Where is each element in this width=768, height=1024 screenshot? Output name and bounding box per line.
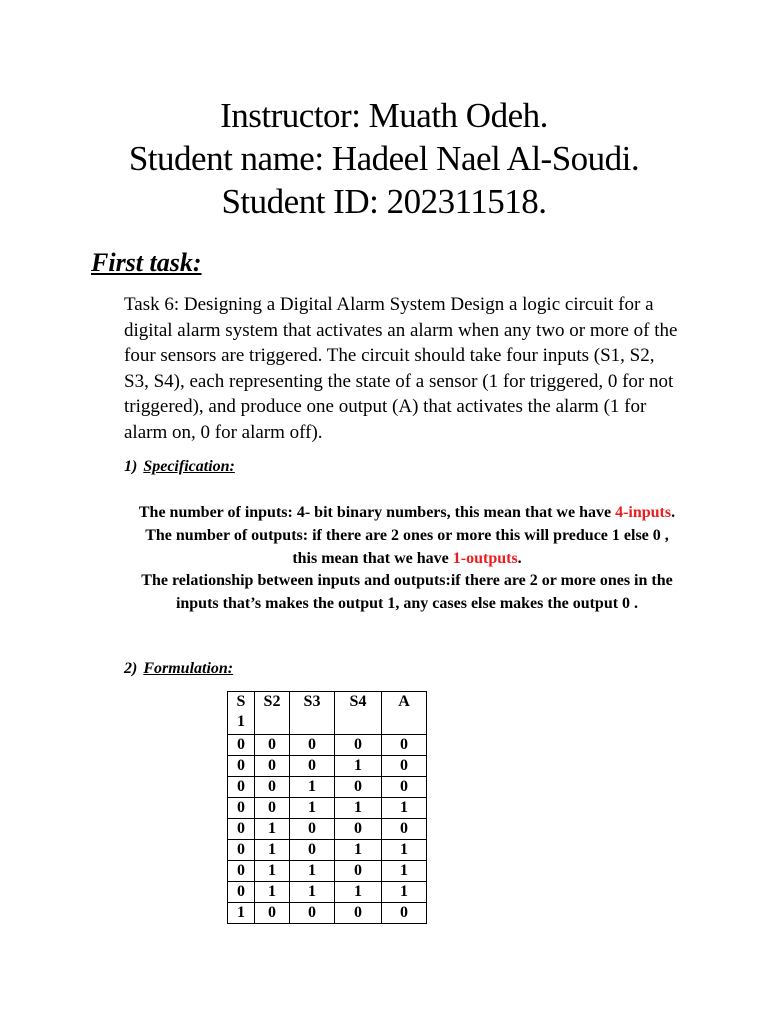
table-cell: 1 bbox=[335, 798, 382, 819]
table-cell: 0 bbox=[228, 882, 255, 903]
table-cell: 1 bbox=[382, 798, 427, 819]
table-cell: 0 bbox=[255, 903, 290, 924]
table-cell: 0 bbox=[382, 819, 427, 840]
header-s1-line2: 1 bbox=[237, 713, 245, 730]
relationship-statement: The relationship between inputs and outputs:if there are 2 or more ones in the inputs that’s makes the output 1, any cases else makes the output 0 . bbox=[141, 572, 673, 613]
table-row bbox=[228, 840, 427, 861]
formulation-number: 2) bbox=[124, 660, 138, 677]
table-cell: 1 bbox=[335, 882, 382, 903]
header-s1-line1: S bbox=[236, 693, 246, 710]
table-cell: 0 bbox=[228, 777, 255, 798]
table-cell: 0 bbox=[290, 819, 335, 840]
table-cell: 0 bbox=[228, 819, 255, 840]
formulation-heading bbox=[124, 660, 233, 678]
table-cell: 0 bbox=[228, 840, 255, 861]
table-cell: 0 bbox=[228, 798, 255, 819]
table-cell: 0 bbox=[255, 735, 290, 756]
table-cell: 1 bbox=[255, 840, 290, 861]
table-cell: 0 bbox=[335, 861, 382, 882]
section-title: First task: bbox=[91, 248, 202, 277]
table-cell: 0 bbox=[290, 735, 335, 756]
table-cell: 1 bbox=[290, 861, 335, 882]
table-cell: 0 bbox=[290, 756, 335, 777]
table-cell: 0 bbox=[255, 777, 290, 798]
specification-heading bbox=[124, 458, 235, 476]
table-row bbox=[228, 777, 427, 798]
truth-table-body bbox=[228, 735, 427, 924]
table-row bbox=[228, 882, 427, 903]
outputs-highlight: 1-outputs bbox=[452, 549, 518, 567]
header-a: A bbox=[382, 692, 427, 735]
header-s4: S4 bbox=[335, 692, 382, 735]
student-name-line: Student name: Hadeel Nael Al-Soudi. bbox=[128, 139, 640, 178]
table-cell: 1 bbox=[255, 882, 290, 903]
instructor-line: Instructor: Muath Odeh. bbox=[220, 96, 548, 135]
table-cell: 0 bbox=[335, 735, 382, 756]
table-cell: 0 bbox=[382, 735, 427, 756]
outputs-statement bbox=[132, 525, 682, 571]
table-cell: 0 bbox=[335, 777, 382, 798]
table-cell: 1 bbox=[290, 882, 335, 903]
table-cell: 0 bbox=[335, 819, 382, 840]
table-cell: 0 bbox=[228, 861, 255, 882]
header-s1 bbox=[228, 692, 255, 735]
table-cell: 1 bbox=[335, 756, 382, 777]
table-cell: 1 bbox=[228, 903, 255, 924]
table-cell: 1 bbox=[290, 798, 335, 819]
table-cell: 1 bbox=[382, 861, 427, 882]
table-cell: 1 bbox=[335, 840, 382, 861]
specification-body bbox=[132, 502, 682, 616]
specification-label: Specification: bbox=[143, 458, 235, 475]
table-cell: 1 bbox=[382, 882, 427, 903]
table-cell: 1 bbox=[255, 861, 290, 882]
outputs-end: . bbox=[517, 549, 522, 567]
outputs-text: The number of outputs: if there are 2 ones or more this will preduce 1 else 0 , this mean that we have bbox=[145, 526, 669, 567]
inputs-text: The number of inputs: 4- bit binary numbers, this mean that we have bbox=[138, 504, 616, 521]
table-cell: 1 bbox=[255, 819, 290, 840]
table-cell: 1 bbox=[290, 777, 335, 798]
table-cell: 1 bbox=[382, 840, 427, 861]
table-cell: 0 bbox=[228, 756, 255, 777]
table-row bbox=[228, 735, 427, 756]
truth-table bbox=[227, 691, 427, 924]
table-cell: 0 bbox=[382, 756, 427, 777]
table-cell: 0 bbox=[255, 756, 290, 777]
formulation-label: Formulation: bbox=[143, 660, 234, 677]
table-row bbox=[228, 756, 427, 777]
table-cell: 0 bbox=[290, 903, 335, 924]
specification-number: 1) bbox=[124, 458, 138, 475]
table-row bbox=[228, 861, 427, 882]
document-header bbox=[0, 94, 768, 223]
table-cell: 0 bbox=[255, 798, 290, 819]
table-cell: 0 bbox=[382, 777, 427, 798]
inputs-end: . bbox=[671, 504, 676, 521]
inputs-highlight: 4-inputs bbox=[615, 504, 672, 521]
table-row bbox=[228, 798, 427, 819]
student-id-line: Student ID: 202311518. bbox=[221, 182, 547, 221]
table-cell: 0 bbox=[382, 903, 427, 924]
header-s3: S3 bbox=[290, 692, 335, 735]
table-cell: 0 bbox=[290, 840, 335, 861]
truth-table-header-row bbox=[228, 692, 427, 735]
table-row bbox=[228, 819, 427, 840]
task-description: Task 6: Designing a Digital Alarm System Design a logic circuit for a digital alarm system that activates an alarm when any two or more of the four sensors are triggered. The circuit should take four inputs (S1, S2, S3, S4), each representing the state of a sensor (1 for triggered, 0 for not triggered), and produce one output (A) that activates the alarm (1 for alarm on, 0 for alarm off). bbox=[124, 294, 678, 443]
table-cell: 0 bbox=[335, 903, 382, 924]
header-s2: S2 bbox=[255, 692, 290, 735]
inputs-statement bbox=[132, 502, 682, 525]
table-cell: 0 bbox=[228, 735, 255, 756]
table-row bbox=[228, 903, 427, 924]
